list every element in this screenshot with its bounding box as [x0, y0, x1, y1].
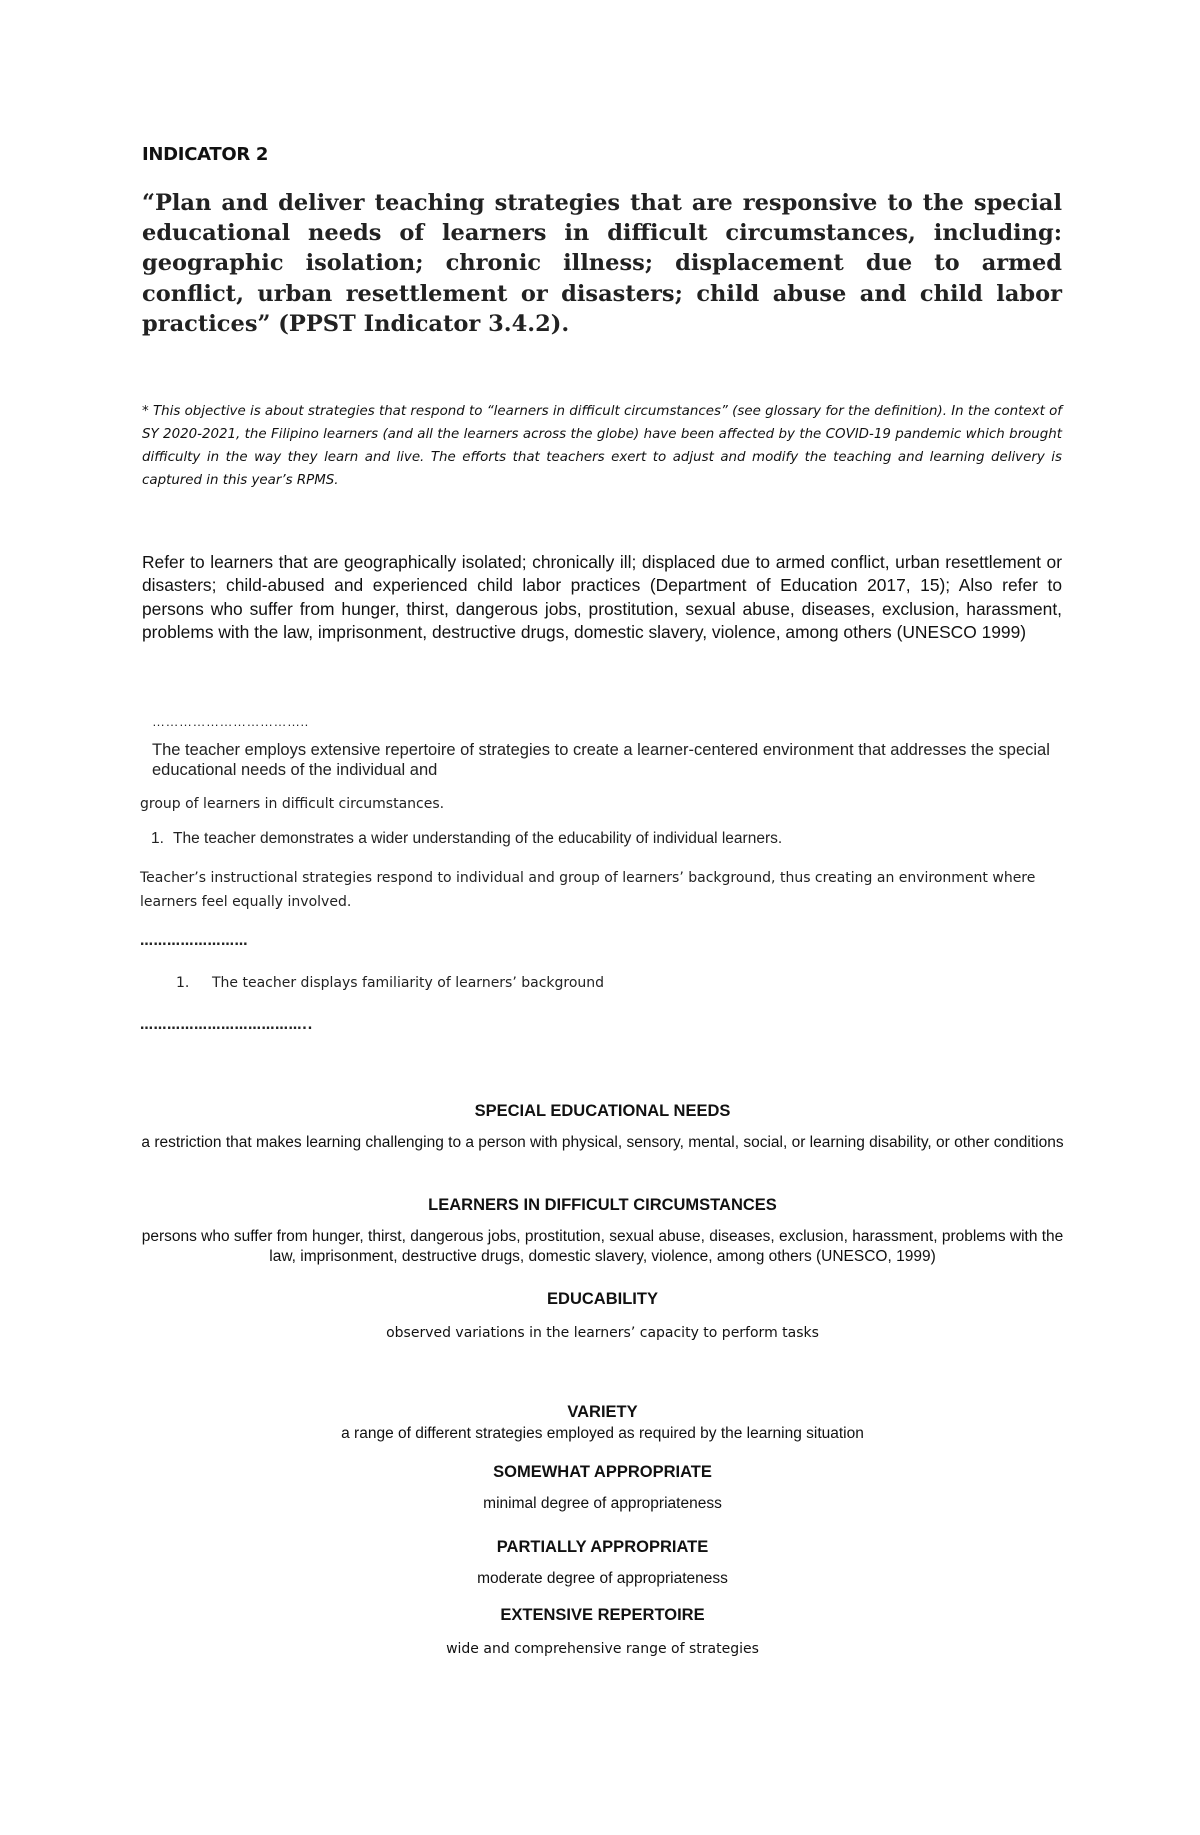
list-item	[151, 830, 782, 848]
glossary-definition: a range of different strategies employed as required by the learning situation	[341, 1425, 864, 1442]
level-description: The teacher employs extensive repertoire of strategies to create a learner-centered environment that addresses the special educational needs of the individual and	[152, 741, 1050, 779]
glossary-term: VARIETY	[567, 1403, 638, 1421]
glossary-term: PARTIALLY APPROPRIATE	[496, 1538, 709, 1556]
dotted-separator: ……………………………..	[152, 714, 309, 729]
glossary-term: SPECIAL EDUCATIONAL NEEDS	[474, 1102, 731, 1120]
glossary-entry	[140, 1102, 1065, 1153]
list-number: 1.	[151, 830, 164, 847]
glossary-term: EDUCABILITY	[547, 1290, 658, 1308]
glossary-entry	[140, 1538, 1065, 1589]
glossary-term: EXTENSIVE REPERTOIRE	[500, 1606, 705, 1624]
glossary-entry	[140, 1606, 1065, 1659]
list-item	[176, 975, 604, 991]
objective-note: * This objective is about strategies that respond to “learners in difficult circumstances” (see glossary for the definition). In the context of SY 2020-2021, the Filipino learners (and all the learners across the globe) have been affected by the COVID-19 pandemic which brought difficulty in the way they learn and live. The efforts that teachers exert to adjust and modify the teaching and learning delivery is captured in this year’s RPMS.	[142, 404, 1062, 488]
level-description: Teacher’s instructional strategies respond to individual and group of learners’ background, thus creating an environment where learners feel equally involved.	[140, 870, 1036, 910]
glossary-entry	[140, 1403, 1065, 1444]
glossary-definition: minimal degree of appropriateness	[483, 1495, 722, 1512]
list-item-text: The teacher demonstrates a wider understanding of the educability of individual learners.	[173, 830, 783, 847]
glossary-definition: moderate degree of appropriateness	[477, 1570, 728, 1587]
list-item-text: The teacher displays familiarity of learners’ background	[212, 975, 605, 991]
dotted-separator: ……………………	[140, 934, 248, 949]
glossary-definition: observed variations in the learners’ capacity to perform tasks	[386, 1325, 819, 1341]
refer-paragraph: Refer to learners that are geographically isolated; chronically ill; displaced due to armed conflict, urban resettlement or disasters; child-abused and experienced child labor practices (Department of Education 2017, 15); Also refer to persons who suffer from hunger, thirst, dangerous jobs, prostitution, sexual abuse, diseases, exclusion, harassment, problems with the law, imprisonment, destructive drugs, domestic slavery, violence, among others (UNESCO 1999)	[142, 552, 1062, 642]
indicator-heading: INDICATOR 2	[142, 144, 269, 165]
glossary-definition: a restriction that makes learning challenging to a person with physical, sensory, mental, social, or learning disability, or other conditions	[141, 1134, 1064, 1151]
list-number: 1.	[176, 975, 190, 991]
glossary-term: SOMEWHAT APPROPRIATE	[493, 1463, 712, 1481]
level-description-continued: group of learners in difficult circumstances.	[140, 796, 445, 812]
indicator-quote: “Plan and deliver teaching strategies that are responsive to the special educational needs of learners in difficult circumstances, including: geographic isolation; chronic illness; displacement due to armed conflict, urban resettlement or disasters; child abuse and child labor practices” (PPST Indicator 3.4.2).	[142, 190, 1062, 337]
glossary-entry	[140, 1196, 1065, 1267]
glossary-entry	[140, 1290, 1065, 1343]
dotted-separator: ………………………………..	[140, 1018, 313, 1033]
glossary-definition: persons who suffer from hunger, thirst, dangerous jobs, prostitution, sexual abuse, diseases, exclusion, harassment, problems with the law, imprisonment, destructive drugs, domestic slavery, violence, among others (UNESCO, 1999)	[141, 1228, 1064, 1265]
glossary-entry	[140, 1463, 1065, 1514]
glossary-term: LEARNERS IN DIFFICULT CIRCUMSTANCES	[428, 1196, 777, 1214]
glossary-definition: wide and comprehensive range of strategies	[446, 1641, 759, 1657]
